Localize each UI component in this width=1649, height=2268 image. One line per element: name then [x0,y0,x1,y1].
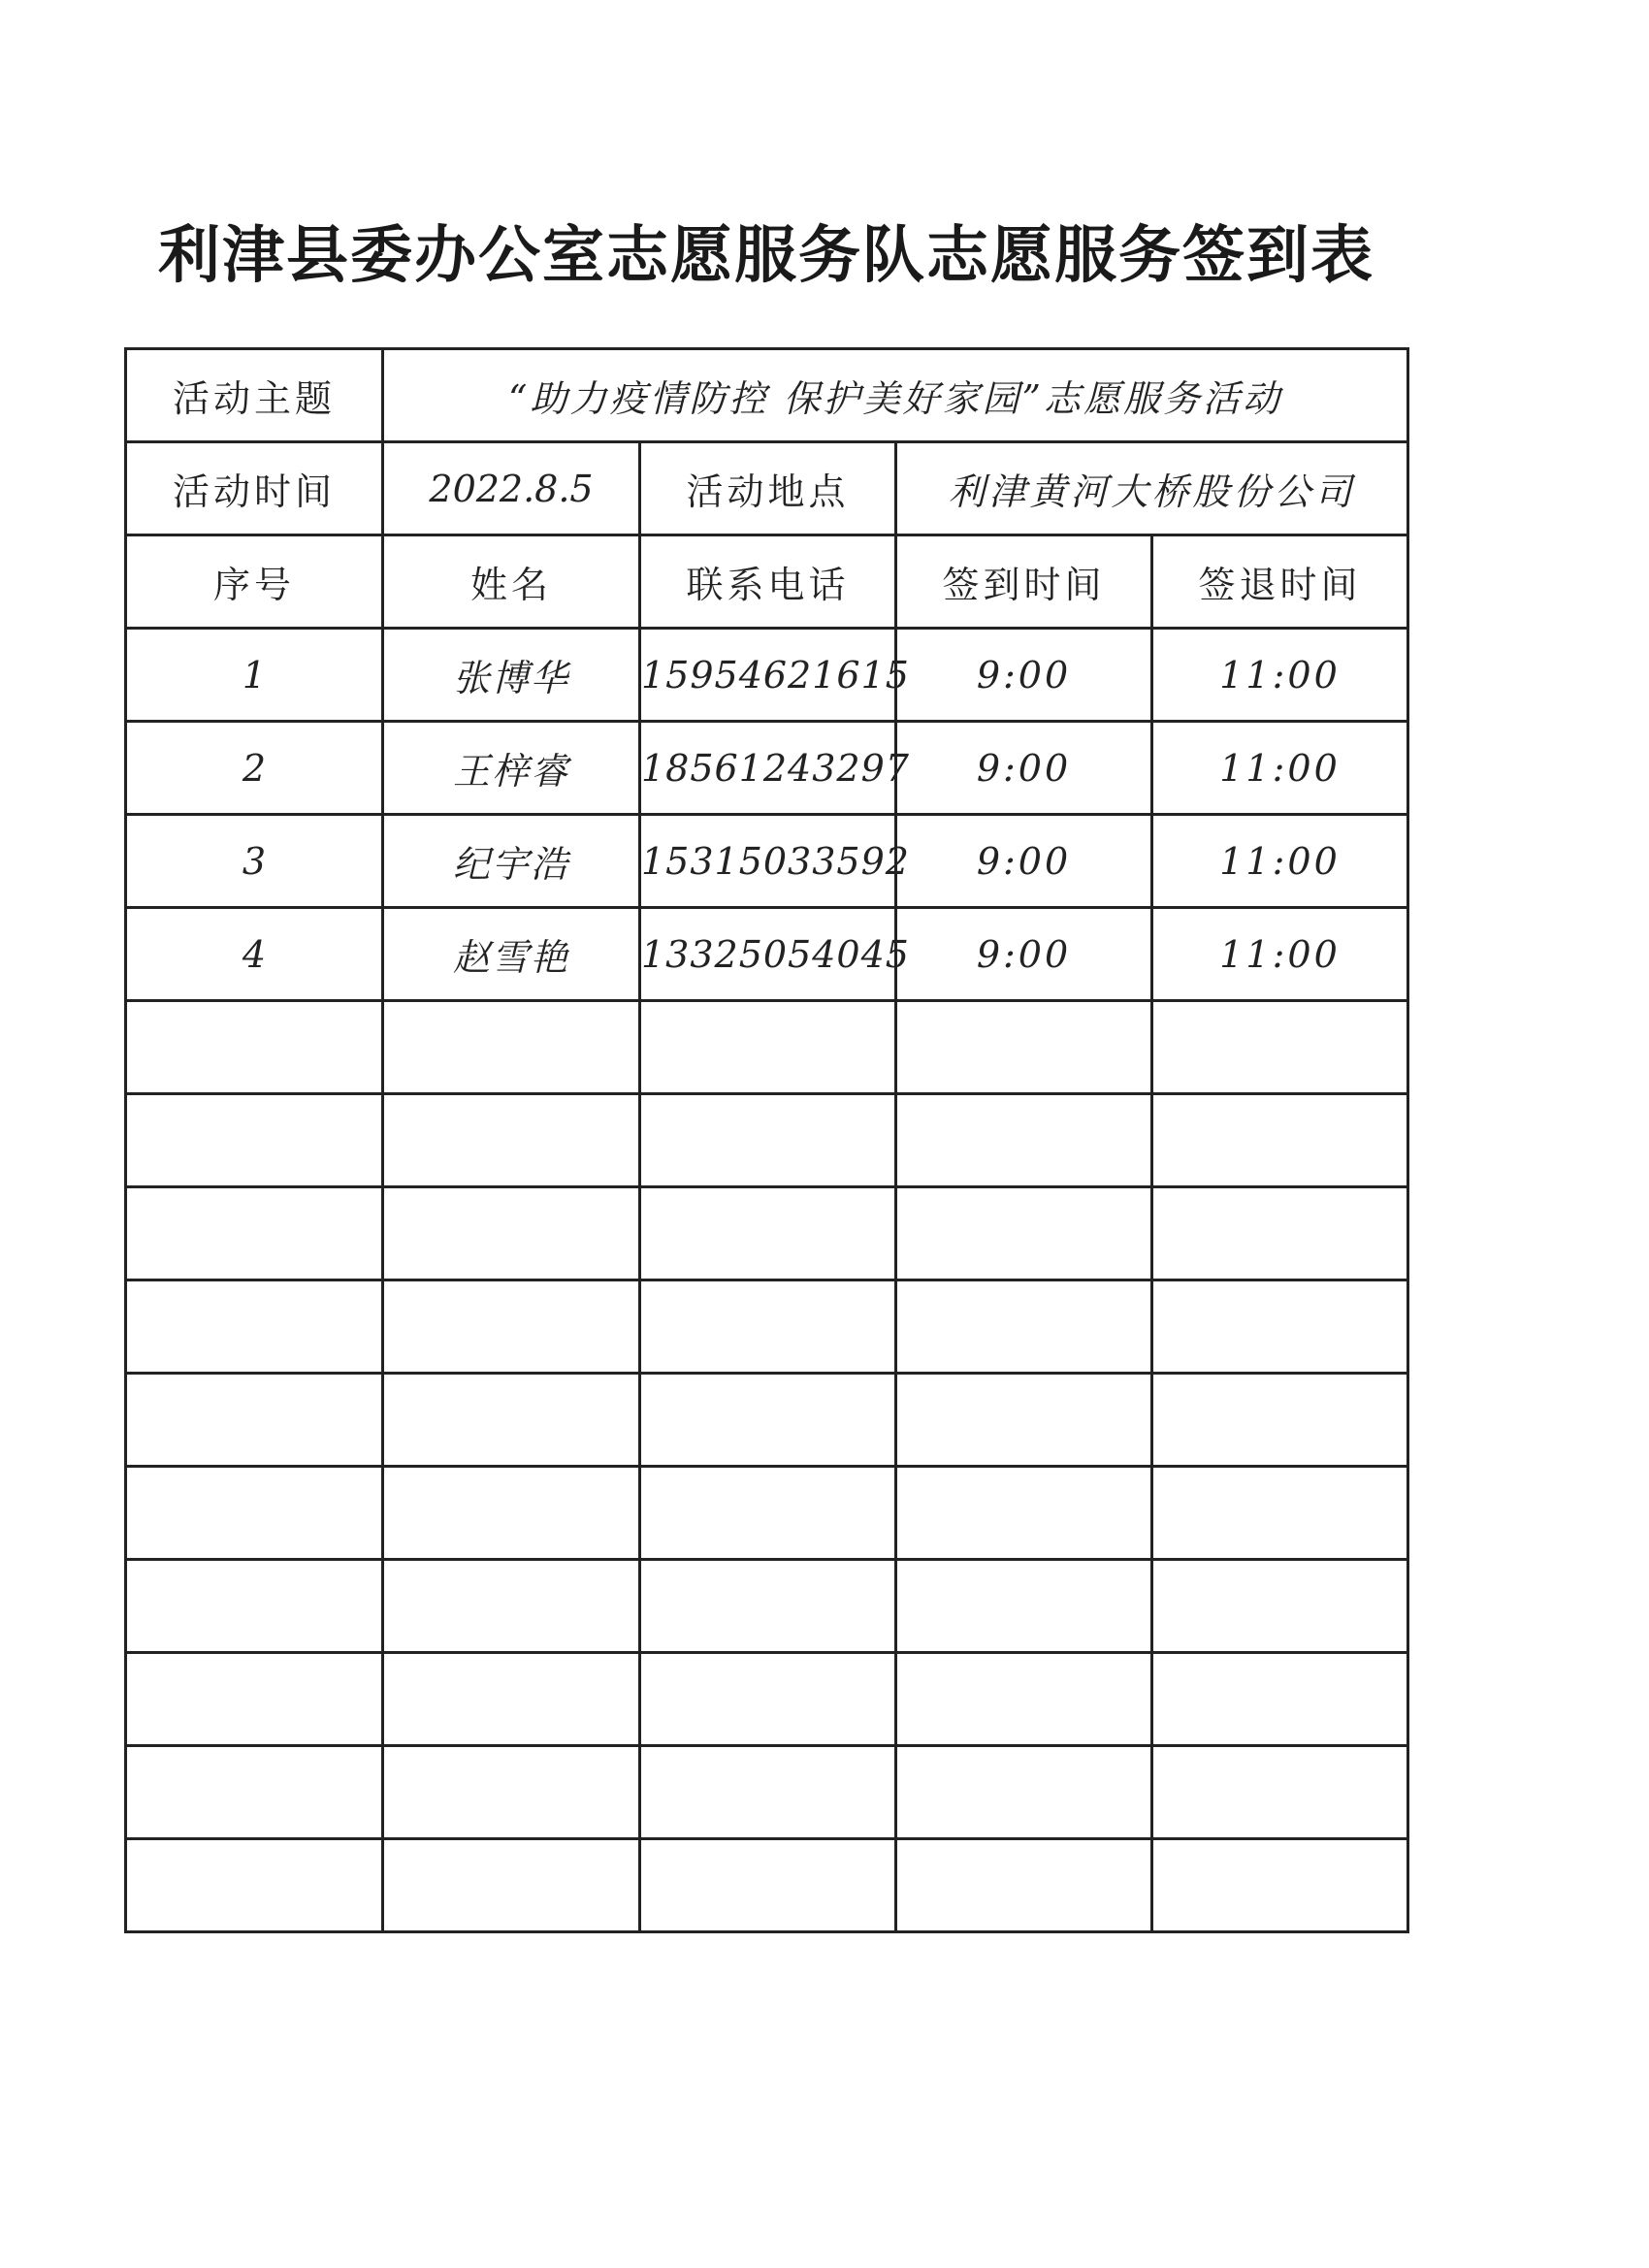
row-name: 纪宇浩 [383,815,640,908]
page-title: 利津县委办公室志愿服务队志愿服务签到表 [158,219,1374,292]
row-phone: 18561243297 [640,722,896,815]
empty-cell [383,1374,640,1467]
row-sign-in: 9:00 [896,722,1152,815]
time-value: 2022.8.5 [383,442,640,535]
empty-cell [383,1839,640,1932]
empty-cell [126,1839,383,1932]
row-sign-in: 9:00 [896,629,1152,722]
empty-cell [1152,1374,1408,1467]
empty-cell [383,1280,640,1374]
empty-cell [1152,1187,1408,1280]
theme-value: “助力疫情防控 保护美好家园”志愿服务活动 [383,349,1408,442]
empty-cell [1152,1467,1408,1560]
empty-cell [640,1653,896,1746]
row-phone: 15315033592 [640,815,896,908]
row-no: 1 [126,629,383,722]
table-row [126,815,1408,908]
empty-cell [640,1467,896,1560]
empty-cell [640,1001,896,1094]
empty-cell [896,1839,1152,1932]
place-value: 利津黄河大桥股份公司 [896,442,1408,535]
empty-row [126,1374,1408,1467]
row-name: 赵雪艳 [383,908,640,1001]
theme-label: 活动主题 [126,349,383,442]
header-row [126,535,1408,629]
empty-cell [640,1839,896,1932]
row-no: 4 [126,908,383,1001]
header-phone: 联系电话 [640,535,896,629]
empty-cell [896,1280,1152,1374]
time-label: 活动时间 [126,442,383,535]
empty-cell [896,1560,1152,1653]
empty-cell [1152,1001,1408,1094]
empty-cell [126,1280,383,1374]
row-no: 2 [126,722,383,815]
empty-row [126,1653,1408,1746]
empty-cell [126,1094,383,1187]
empty-cell [896,1094,1152,1187]
empty-cell [126,1001,383,1094]
empty-cell [126,1560,383,1653]
table-row [126,722,1408,815]
row-sign-in: 9:00 [896,815,1152,908]
empty-cell [640,1560,896,1653]
empty-cell [383,1560,640,1653]
empty-cell [383,1746,640,1839]
empty-cell [1152,1653,1408,1746]
empty-row [126,1467,1408,1560]
empty-cell [126,1467,383,1560]
place-label: 活动地点 [640,442,896,535]
empty-cell [640,1280,896,1374]
row-sign-in: 9:00 [896,908,1152,1001]
empty-cell [896,1467,1152,1560]
empty-cell [1152,1280,1408,1374]
empty-row [126,1746,1408,1839]
row-sign-out: 11:00 [1152,629,1408,722]
header-sign-in: 签到时间 [896,535,1152,629]
header-sign-out: 签退时间 [1152,535,1408,629]
empty-cell [1152,1746,1408,1839]
empty-cell [383,1467,640,1560]
empty-cell [126,1653,383,1746]
empty-cell [383,1094,640,1187]
empty-cell [896,1001,1152,1094]
row-sign-out: 11:00 [1152,722,1408,815]
empty-cell [126,1187,383,1280]
empty-row [126,1839,1408,1932]
empty-cell [126,1374,383,1467]
header-name: 姓名 [383,535,640,629]
empty-cell [1152,1560,1408,1653]
empty-cell [640,1746,896,1839]
table-row [126,629,1408,722]
empty-row [126,1094,1408,1187]
empty-row [126,1280,1408,1374]
empty-row [126,1187,1408,1280]
table-row [126,908,1408,1001]
empty-cell [896,1746,1152,1839]
sign-in-table [124,347,1409,1933]
row-phone: 13325054045 [640,908,896,1001]
empty-cell [383,1001,640,1094]
row-sign-out: 11:00 [1152,908,1408,1001]
time-place-row [126,442,1408,535]
row-sign-out: 11:00 [1152,815,1408,908]
row-name: 张博华 [383,629,640,722]
empty-cell [640,1187,896,1280]
row-name: 王梓睿 [383,722,640,815]
empty-cell [896,1187,1152,1280]
empty-cell [640,1374,896,1467]
header-no: 序号 [126,535,383,629]
empty-cell [640,1094,896,1187]
row-phone: 15954621615 [640,629,896,722]
empty-cell [896,1653,1152,1746]
empty-row [126,1560,1408,1653]
empty-cell [1152,1094,1408,1187]
empty-cell [1152,1839,1408,1932]
theme-row [126,349,1408,442]
row-no: 3 [126,815,383,908]
empty-cell [896,1374,1152,1467]
empty-row [126,1001,1408,1094]
empty-cell [126,1746,383,1839]
empty-cell [383,1187,640,1280]
empty-cell [383,1653,640,1746]
